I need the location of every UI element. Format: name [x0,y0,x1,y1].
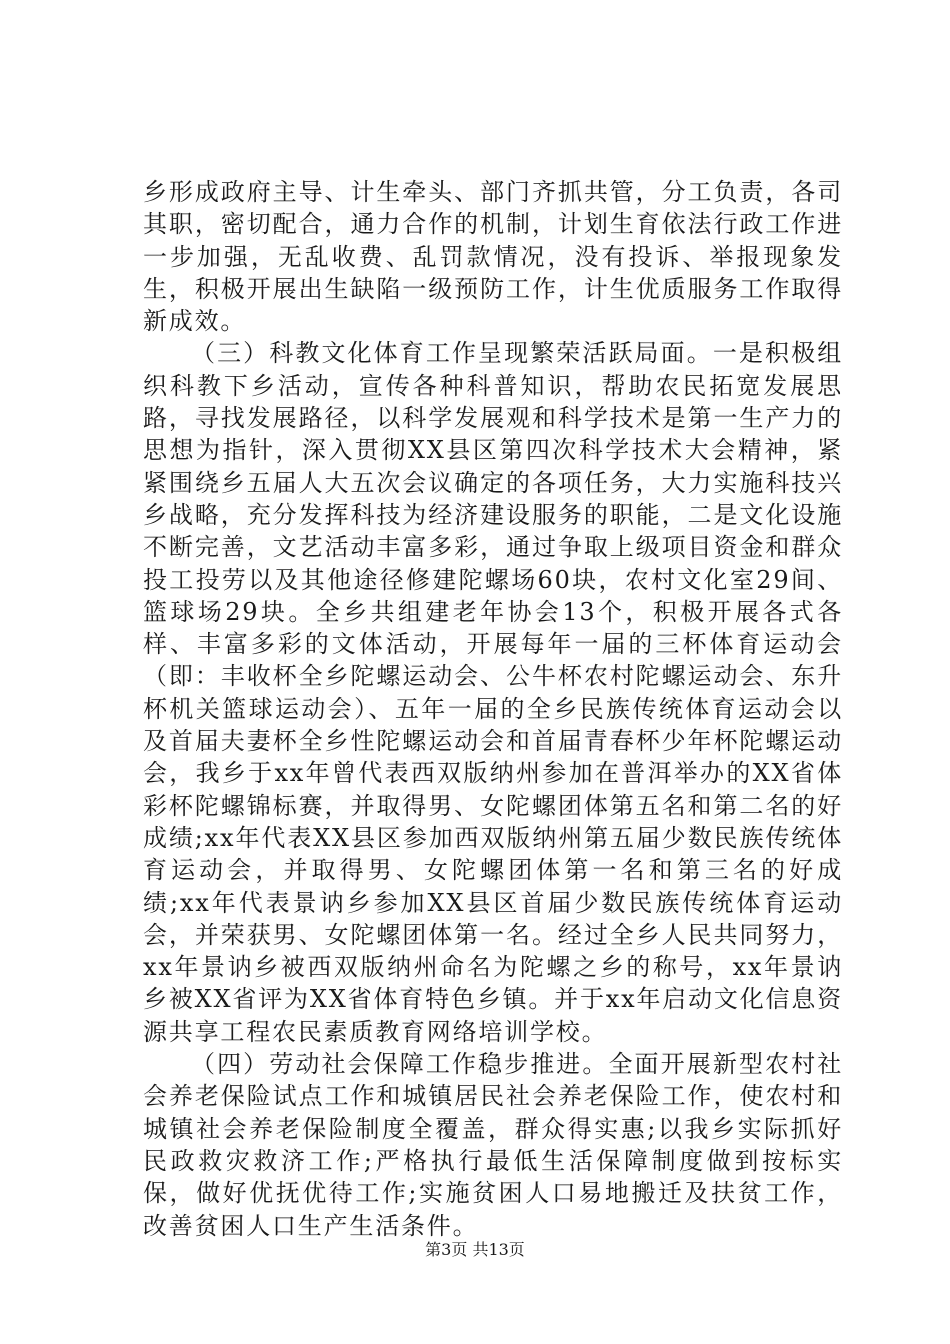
page-footer: 第3页 共13页 [425,1240,525,1259]
paragraph-labor-social-security: （四）劳动社会保障工作稳步推进。全面开展新型农村社会养老保险试点工作和城镇居民社会养老保险工作，使农村和城镇社会养老保险制度全覆盖，群众得实惠;以我乡实际抓好民政救灾救济工作;严格执行最低生活保障制度做到按标实保，做好优抚优待工作;实施贫困人口易地搬迁及扶贫工作，改善贫困人口生产生活条件。 [143,1050,843,1240]
paragraph-family-planning: 乡形成政府主导、计生牵头、部门齐抓共管，分工负责，各司其职，密切配合，通力合作的机制，计划生育依法行政工作进一步加强，无乱收费、乱罚款情况，没有投诉、举报现象发生，积极开展出生缺陷一级预防工作，计生优质服务工作取得新成效。 [143,178,843,336]
document-body [143,176,843,1242]
paragraph-science-culture-sports: （三）科教文化体育工作呈现繁荣活跃局面。一是积极组织科教下乡活动，宣传各种科普知识，帮助农民拓宽发展思路，寻找发展路径，以科学发展观和科学技术是第一生产力的思想为指针，深入贯彻XX县区第四次科学技术大会精神，紧紧围绕乡五届人大五次会议确定的各项任务，大力实施科技兴乡战略，充分发挥科技为经济建设服务的职能，二是文化设施不断完善，文艺活动丰富多彩，通过争取上级项目资金和群众投工投劳以及其他途径修建陀螺场60块，农村文化室29间、篮球场29块。全乡共组建老年协会13个，积极开展各式各样、丰富多彩的文体活动，开展每年一届的三杯体育运动会（即：丰收杯全乡陀螺运动会、公牛杯农村陀螺运动会、东升杯机关篮球运动会）、五年一届的全乡民族传统体育运动会以及首届夫妻杯全乡性陀螺运动会和首届青春杯少年杯陀螺运动会，我乡于xx年曾代表西双版纳州参加在普洱举办的XX省体彩杯陀螺锦标赛，并取得男、女陀螺团体第五名和第二名的好成绩;xx年代表XX县区参加西双版纳州第五届少数民族传统体育运动会，并取得男、女陀螺团体第一名和第三名的好成绩;xx年代表景讷乡参加XX县区首届少数民族传统体育运动会，并荣获男、女陀螺团体第一名。经过全乡人民共同努力，xx年景讷乡被西双版纳州命名为陀螺之乡的称号，xx年景讷乡被XX省评为XX省体育特色乡镇。并于xx年启动文化信息资源共享工程农民素质教育网络培训学校。 [143,339,843,1046]
